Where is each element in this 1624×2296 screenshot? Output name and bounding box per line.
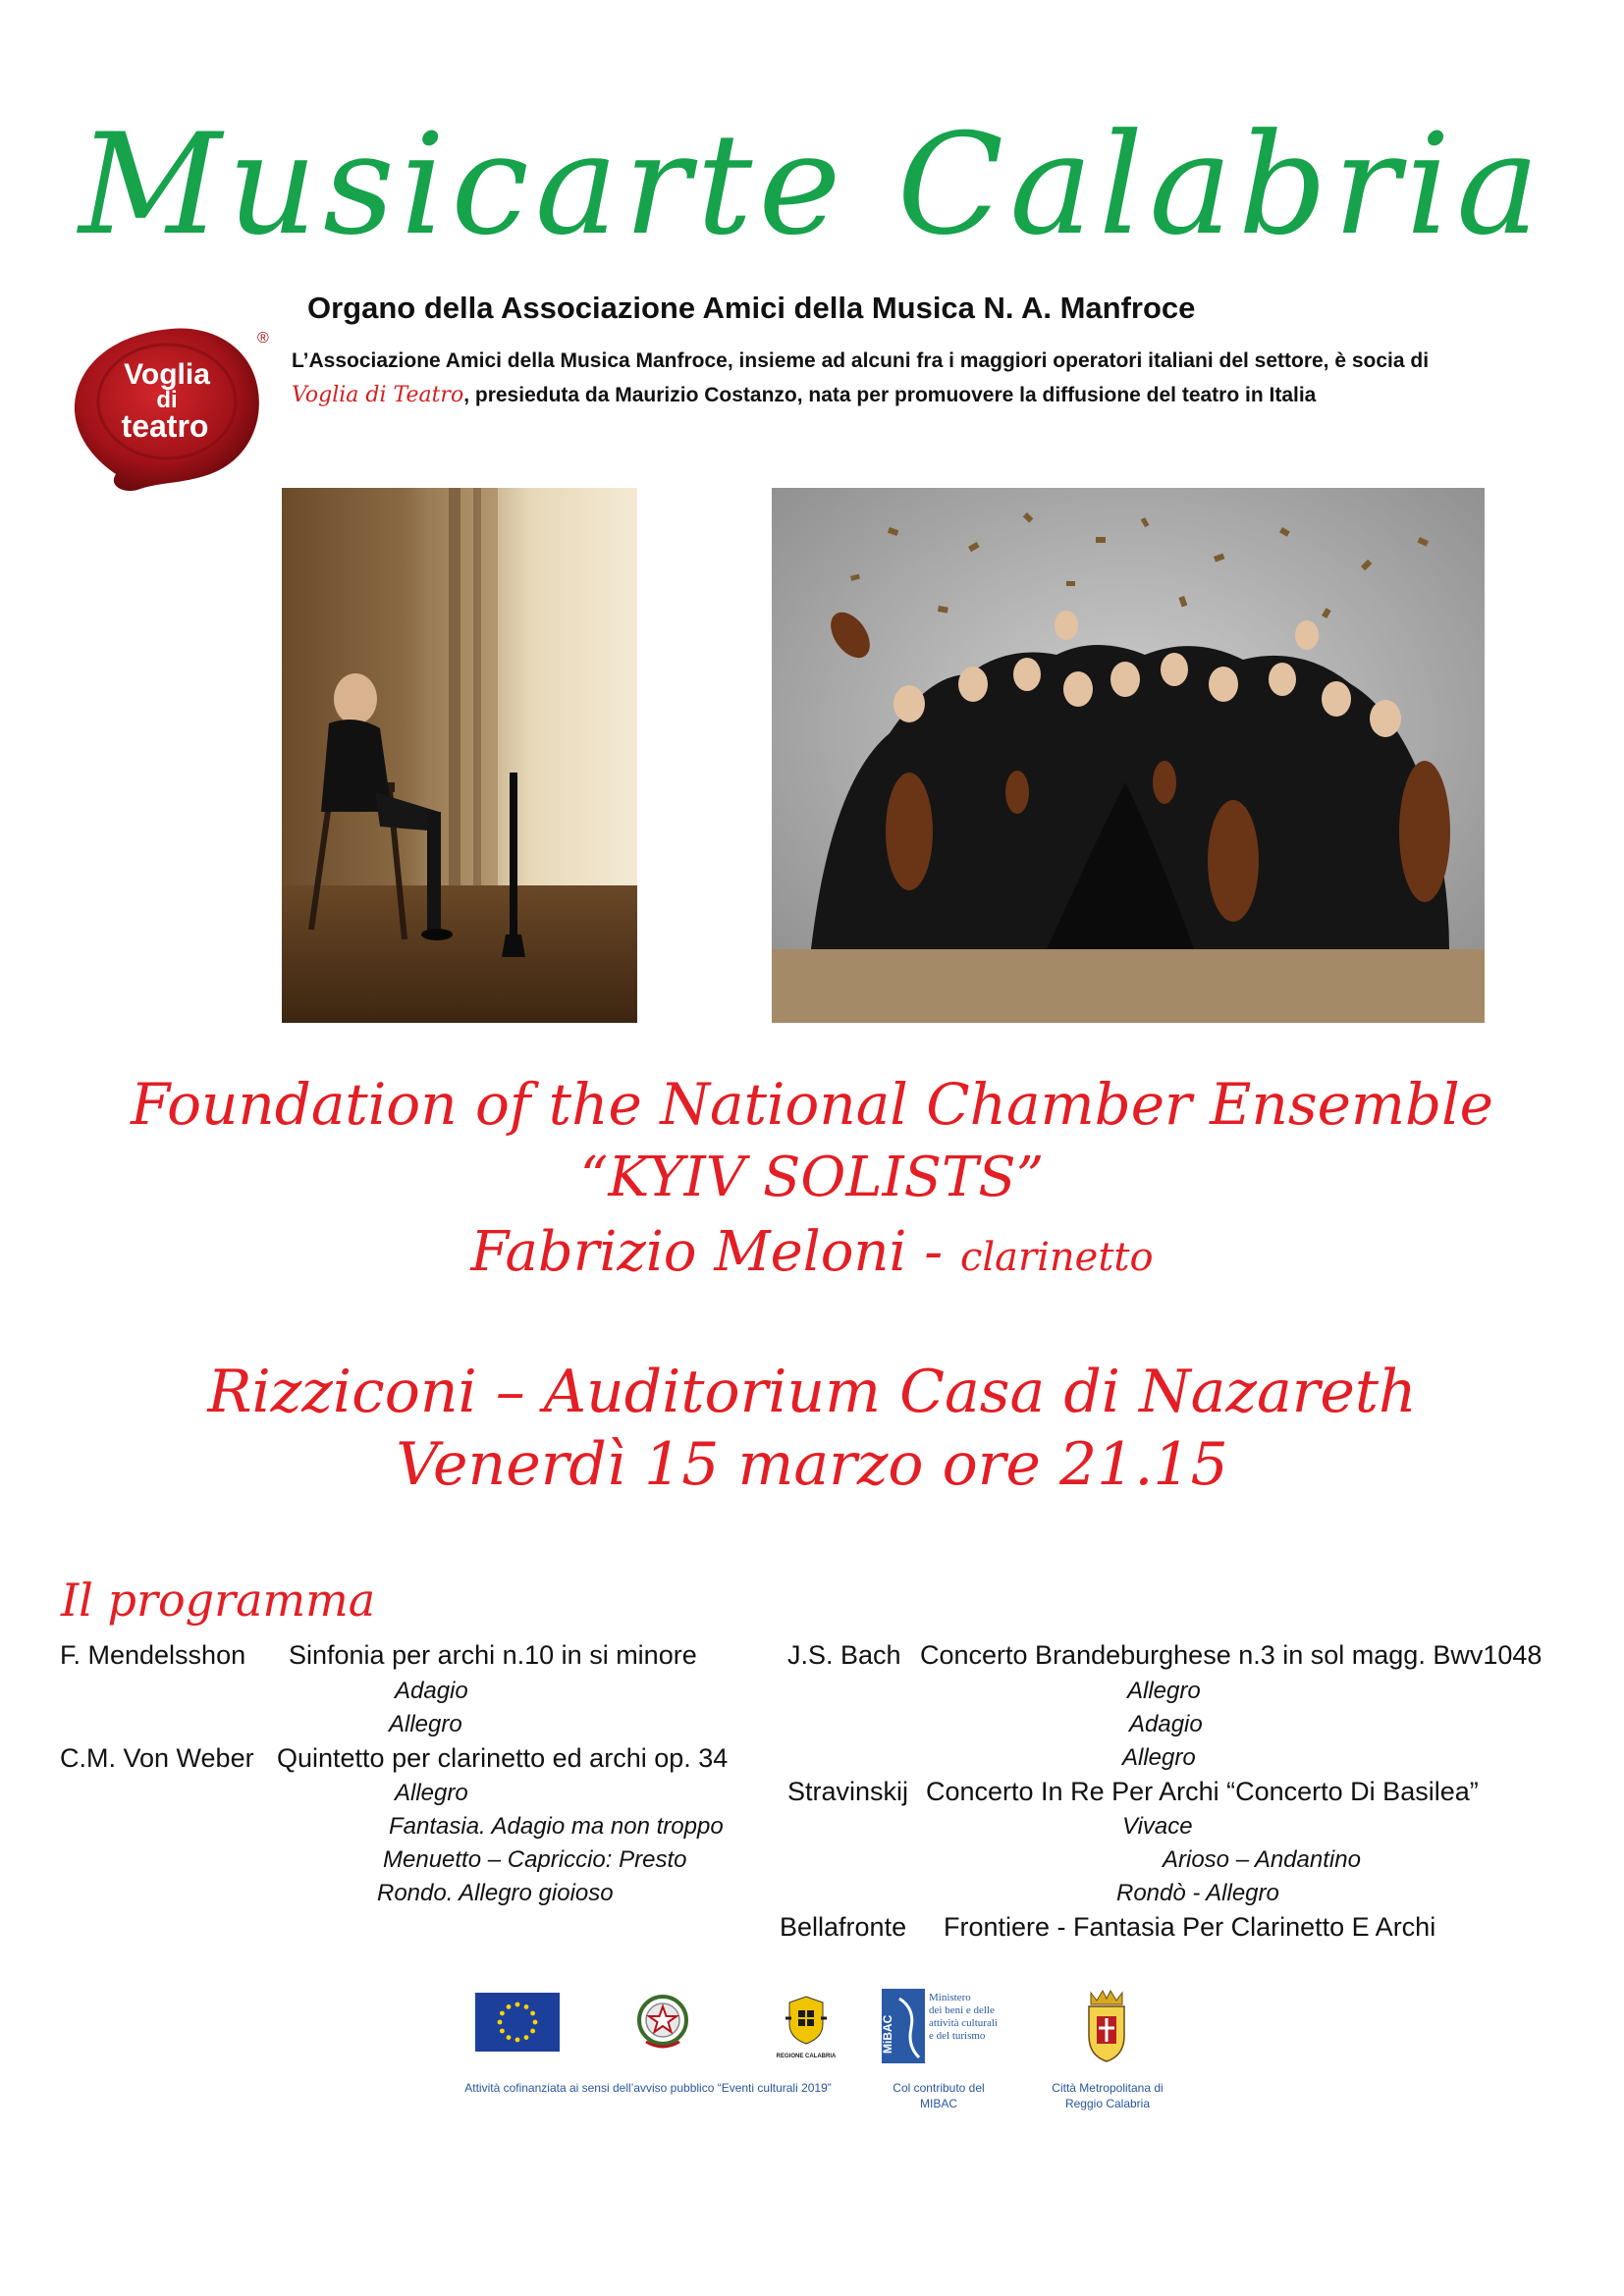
reggio-calabria-coat-of-arms-icon [1083,1987,1130,2065]
program-right-movement: Adagio [1129,1711,1203,1737]
program-right-composer-1: J.S. Bach [787,1640,901,1670]
program-right-title-1: Concerto Brandeburghese n.3 in sol magg. Bwv1048 [920,1640,1543,1670]
program-right-composer-2: Stravinskij [787,1777,909,1806]
eu-star-icon [500,2011,505,2016]
program-left-movement: Allegro [395,1780,468,1806]
mibac-text-1: Ministero [929,1992,971,2003]
mibac-side-text: MiBAC [882,2014,894,2054]
ensemble-line: Foundation of the National Chamber Ensemble [131,1071,1493,1138]
footer-caption-city-1: Città Metropolitana di [1052,2081,1164,2095]
eu-star-icon [530,2011,535,2016]
mibac-text-3: attività culturali [929,2017,998,2029]
soloist-line [0,1220,1624,1284]
program-left-movement: Rondo. Allegro gioioso [377,1880,614,1906]
footer-caption-mibac-1: Col contributo del [893,2081,985,2095]
program-right-movement: Allegro [1127,1678,1201,1704]
program-right-movement: Allegro [1122,1744,1196,1771]
program-left-movement: Fantasia. Adagio ma non troppo [389,1813,724,1840]
organ-line: Organo della Associazione Amici della Musica N. A. Manfroce [307,291,1196,325]
program-left-title-2: Quintetto per clarinetto ed archi op. 34 [277,1743,729,1773]
program-right-title-3: Frontiere - Fantasia Per Clarinetto E Archi [944,1912,1436,1942]
program-left-movement: Adagio [395,1678,468,1704]
logo-text-top: Voglia [124,358,210,391]
program-left-composer-2: C.M. Von Weber [60,1743,254,1773]
mibac-logo [882,1989,1000,2063]
eu-star-icon [530,2029,535,2034]
eu-star-icon [507,2004,512,2009]
photo-clarinetist [282,488,637,1023]
footer-caption-mibac-2: MIBAC [919,2097,957,2110]
ensemble-name: “KYIV SOLISTS” [579,1146,1045,1209]
program-right-movement: Rondò - Allegro [1116,1880,1279,1906]
association-line-2-rest: , presieduta da Maurizio Costanzo, nata per promuovere la diffusione del teatro in Italia [463,384,1317,406]
eu-star-icon [507,2035,512,2040]
logo-registered: ® [257,330,269,347]
eu-star-icon [533,2020,538,2025]
regione-calabria-label: REGIONE CALABRIA [776,2054,837,2059]
eu-star-icon [498,2020,503,2025]
program-right-movement: Vivace [1122,1813,1193,1840]
program-left-movement: Allegro [389,1711,462,1737]
eu-star-icon [524,2004,529,2009]
page-title: Musicarte Calabria [79,104,1545,266]
program-right-composer-3: Bellafronte [780,1912,907,1942]
eu-star-icon [515,2038,520,2043]
eu-star-icon [515,2002,520,2007]
event-date: Venerdì 15 marzo ore 21.15 [396,1430,1228,1499]
association-line-2 [292,383,1316,407]
voglia-di-teatro-logo [65,317,281,494]
venue: Rizziconi – Auditorium Casa di Nazareth [207,1358,1417,1426]
eu-star-icon [500,2029,505,2034]
program-left-composer-1: F. Mendelsshon [60,1640,246,1670]
logo-text-bot: teatro [121,408,209,444]
eu-star-icon [524,2035,529,2040]
eu-flag-icon [475,1993,560,2052]
program-right-movement: Arioso – Andantino [1163,1846,1361,1873]
mibac-text-4: e del turismo [929,2030,986,2042]
soloist-name: Fabrizio Meloni [470,1220,907,1284]
program-left-title-1: Sinfonia per archi n.10 in si minore [289,1640,697,1670]
logo-text-mid: di [156,387,178,413]
program-left-movement: Menuetto – Capriccio: Presto [383,1846,687,1873]
soloist-separator: - [906,1220,960,1284]
program-right-title-2: Concerto In Re Per Archi “Concerto Di Basilea” [926,1777,1479,1806]
association-line-1: L’Associazione Amici della Musica Manfroce, insieme ad alcuni fra i maggiori operatori italiani del settore, è socia di [292,349,1430,372]
program-heading: Il programma [61,1574,376,1627]
soloist-role: clarinetto [959,1235,1154,1280]
footer-caption-main: Attività cofinanziata ai sensi dell’avviso pubblico “Eventi culturali 2019” [464,2081,832,2095]
italian-republic-emblem-icon [632,1991,693,2056]
mibac-text-2: dei beni e delle [929,2004,995,2016]
regione-calabria-logo [770,1993,842,2061]
photo-ensemble [772,488,1485,1023]
footer-caption-city-2: Reggio Calabria [1064,2097,1151,2110]
voglia-di-teatro-brand: Voglia di Teatro [292,383,464,407]
